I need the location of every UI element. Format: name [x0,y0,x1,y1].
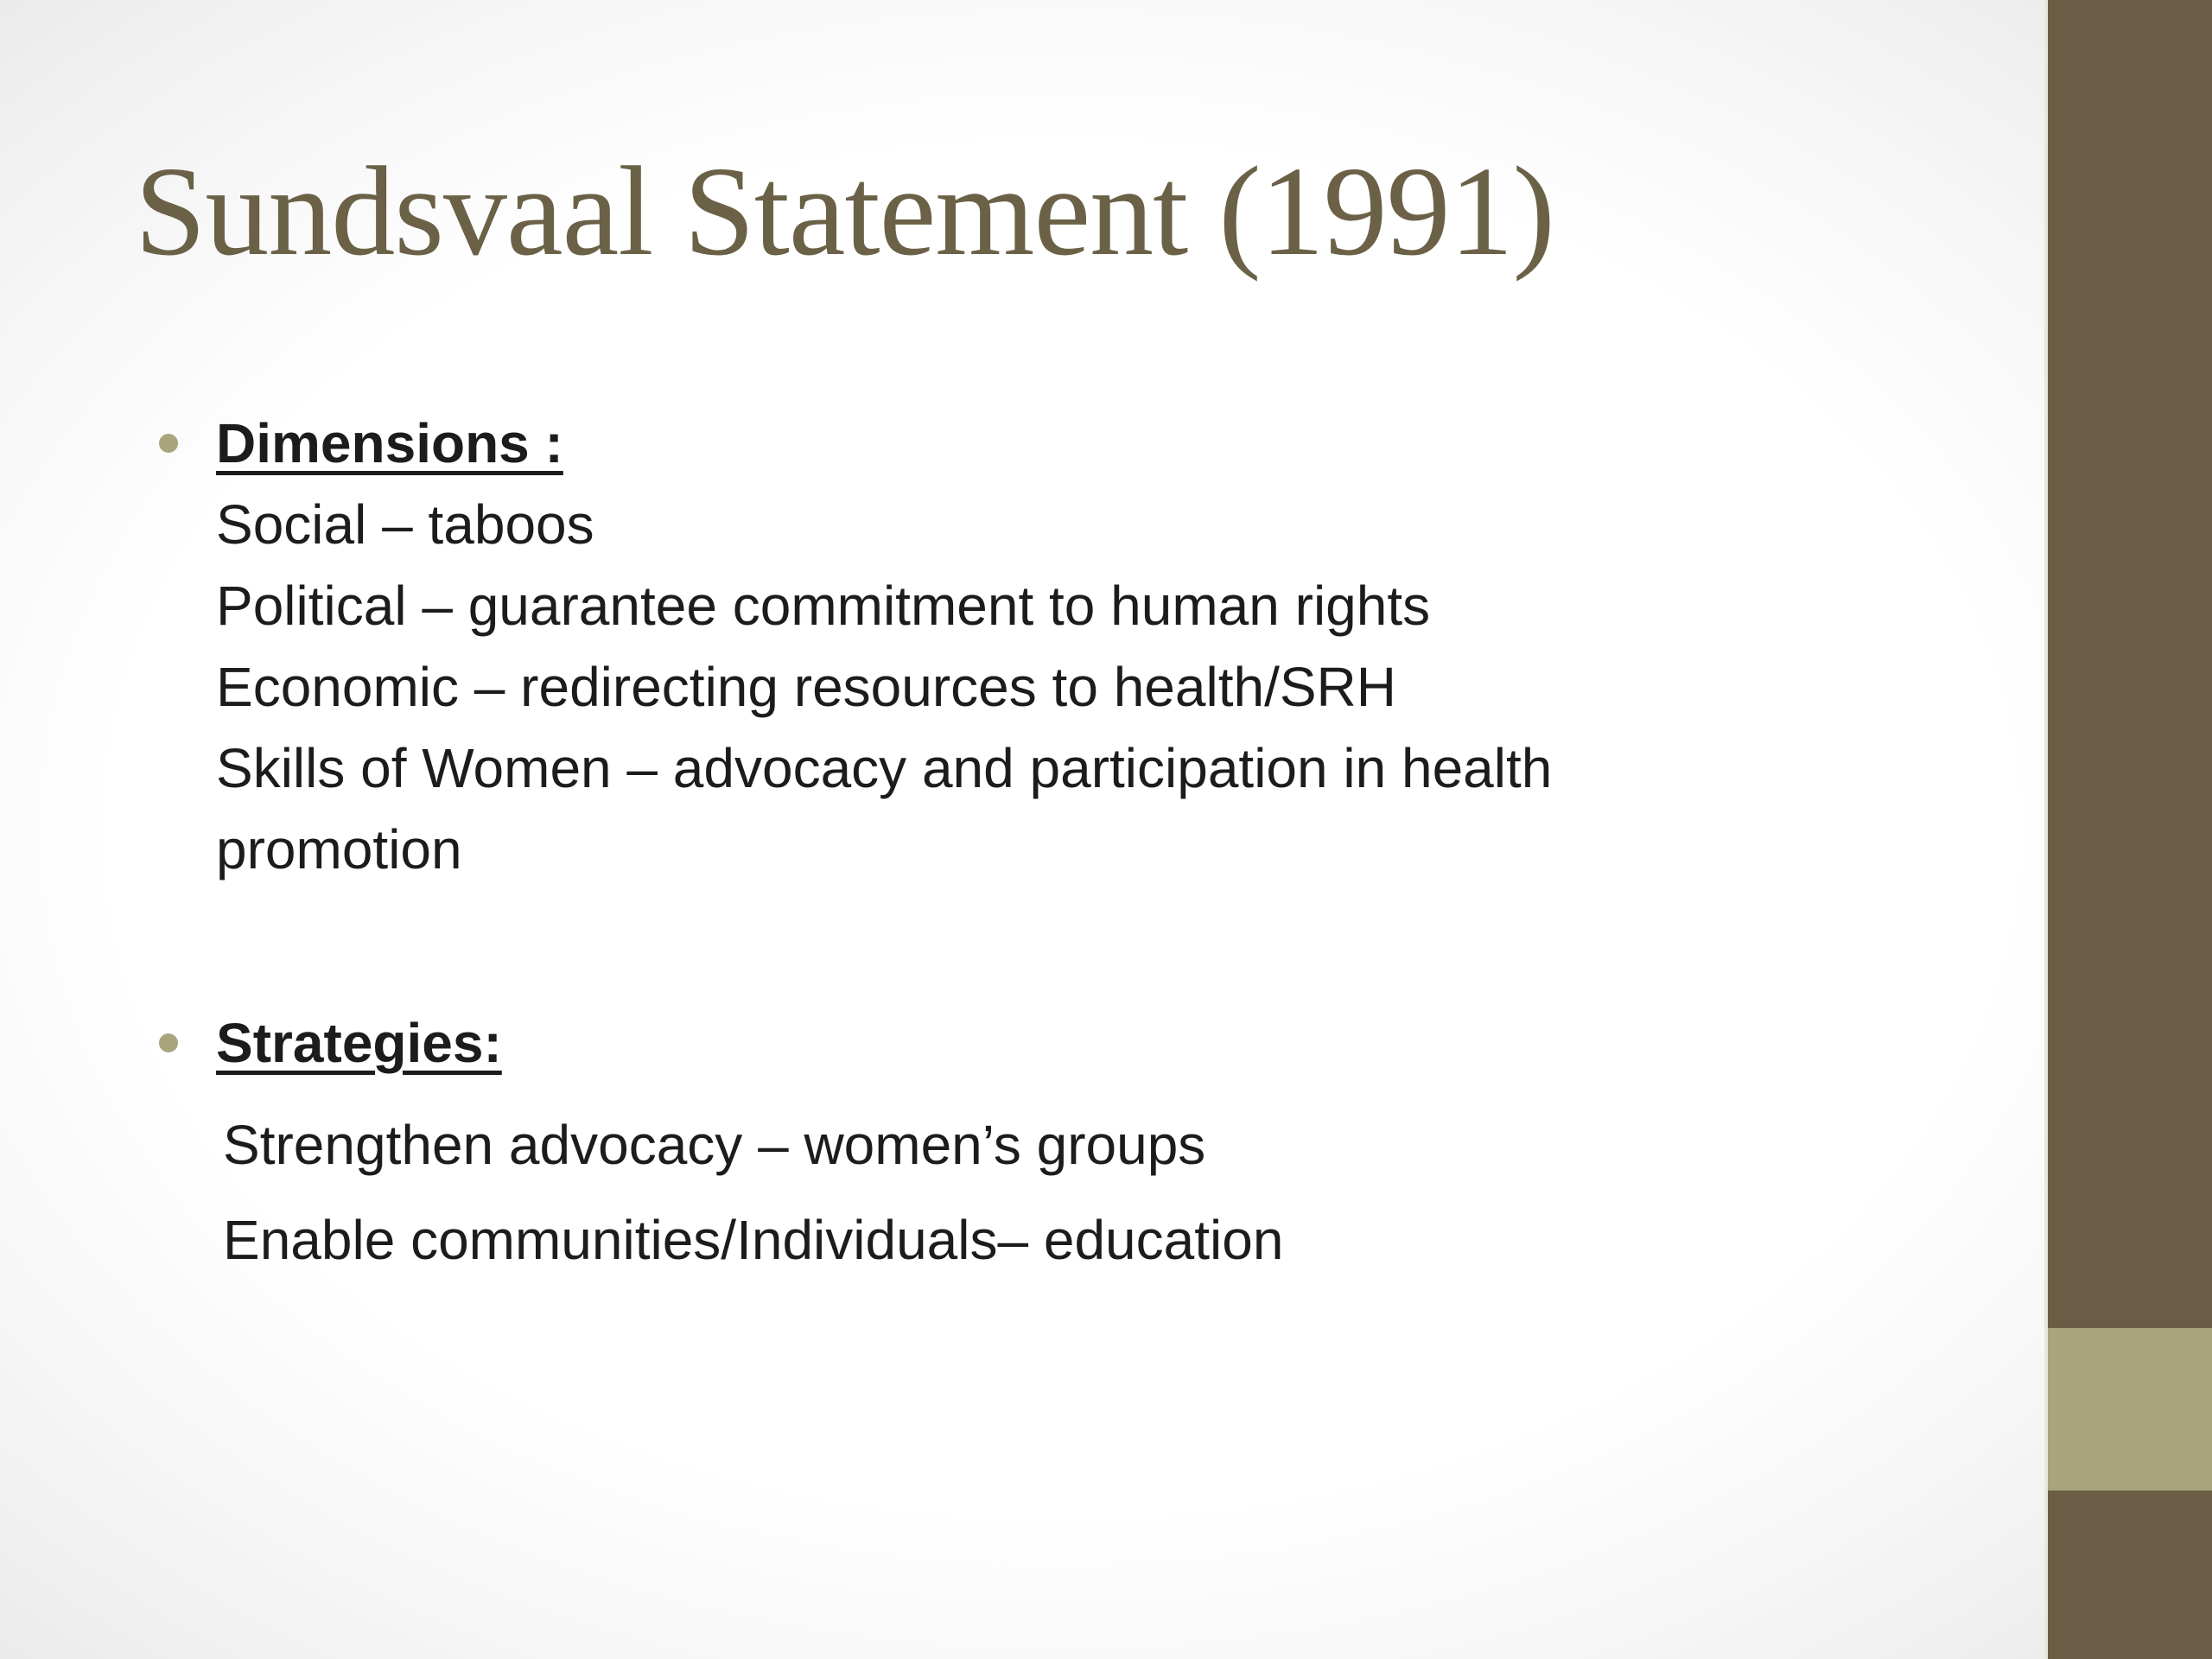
section-strategies [159,1002,1887,1287]
bullet-dot-icon [159,1033,178,1052]
list-item: Political – guarantee commitment to human rights [216,575,1431,637]
list-item: Strengthen advocacy – women’s groups [223,1114,1206,1176]
list-item: Enable communities/Individuals– education [223,1209,1284,1271]
decorative-side-accent [2048,1328,2212,1491]
list-item: Skills of Women – advocacy and participation in health [216,737,1553,799]
section-heading: Strategies: [216,1012,502,1074]
bullet-dot-icon [159,434,178,453]
section-heading: Dimensions : [216,412,563,474]
slide-content [159,403,1887,1287]
section-dimensions [159,403,1887,890]
list-item: Economic – redirecting resources to health/SRH [216,656,1396,718]
list-item: promotion [216,818,462,880]
slide-title: Sundsvaal Statement (1991) [135,141,1554,283]
list-item: Social – taboos [216,493,594,556]
